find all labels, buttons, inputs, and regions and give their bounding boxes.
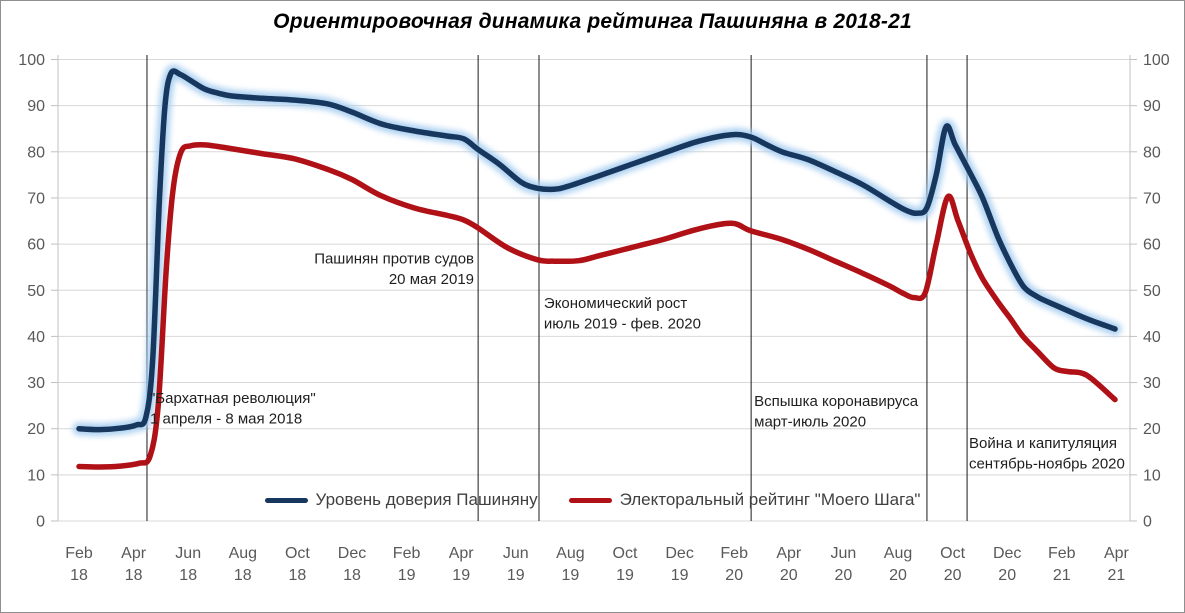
y-label-left-0: 0 [36,513,45,531]
x-label-month: Oct [612,545,638,562]
y-label-right-30: 30 [1143,375,1161,393]
annotation-5-line-1: Война и капитуляция [968,435,1117,453]
y-label-left-90: 90 [27,98,45,116]
x-label-year: 21 [1107,567,1126,584]
y-label-left-100: 100 [18,52,45,69]
y-label-right-20: 20 [1143,421,1161,439]
x-label-year: 20 [725,567,744,584]
y-label-left-50: 50 [27,282,45,300]
x-label-year: 18 [70,567,88,584]
legend-item-trust [265,490,538,510]
annotation-2-line-2: 20 мая 2019 [388,270,475,288]
x-label-month: Dec [665,545,694,562]
x-label-year: 18 [233,567,252,584]
x-label-month: Dec [992,545,1022,562]
y-label-right-70: 70 [1143,190,1161,208]
x-label-month: Apr [1103,545,1129,562]
y-label-left-80: 80 [27,144,45,162]
x-label-year: 20 [834,567,853,584]
data-series [79,71,1115,467]
x-label-year: 20 [889,567,907,584]
y-label-left-70: 70 [27,190,45,208]
chart-legend [1,490,1184,510]
legend-label-electoral: Электоральный рейтинг "Моего Шага" [619,490,921,509]
x-label-month: Feb [392,545,421,562]
x-label-month: Jun [830,545,857,562]
x-label-year: 18 [343,567,361,584]
x-label-year: 21 [1052,567,1071,584]
x-label-year: 19 [561,567,580,584]
y-axis-labels-right [1143,52,1170,531]
annotation-3-line-1: Экономический рост [543,295,688,313]
x-label-year: 19 [616,567,634,584]
x-label-month: Feb [1048,545,1076,562]
annotation-3-line-2: июль 2019 - фев. 2020 [543,315,702,333]
x-label-year: 19 [670,567,689,584]
trust-line-glow [79,71,1115,430]
y-label-right-40: 40 [1143,328,1161,346]
y-label-right-50: 50 [1143,282,1161,300]
x-label-month: Aug [883,545,913,562]
chart-title: Ориентировочная динамика рейтинга Пашиняна в 2018-21 [273,10,912,33]
x-label-year: 18 [179,567,198,584]
x-label-month: Apr [121,545,147,562]
rating-chart-canvas [1,1,1184,612]
x-label-year: 19 [452,567,471,584]
annotation-5-line-2: сентябрь-ноябрь 2020 [968,455,1125,473]
y-label-right-100: 100 [1143,52,1170,69]
x-axis-labels [65,545,1129,584]
x-label-month: Aug [228,545,258,562]
annotation-4-line-2: март-июль 2020 [754,413,867,431]
legend-item-electoral [569,490,921,510]
y-label-right-10: 10 [1143,467,1161,485]
annotation-2-line-1: Пашинян против судов [314,250,475,268]
x-label-month: Oct [284,545,310,562]
event-lines [147,55,967,521]
y-label-left-60: 60 [27,236,45,254]
x-label-year: 18 [288,567,307,584]
electoral-line-swatch [569,498,612,503]
annotation-4-line-1: Вспышка коронавируса [754,393,919,411]
x-label-month: Oct [940,545,966,562]
x-label-year: 20 [943,567,962,584]
x-label-month: Apr [448,545,474,562]
y-axis-labels-left [18,52,45,531]
x-label-year: 20 [779,567,798,584]
y-label-left-40: 40 [27,328,45,346]
y-label-right-0: 0 [1143,513,1152,531]
y-label-right-90: 90 [1143,98,1161,116]
legend-label-trust: Уровень доверия Пашиняну [315,490,538,509]
x-label-month: Jun [502,545,529,562]
x-label-month: Dec [337,545,367,562]
x-label-month: Aug [556,545,585,562]
x-label-month: Jun [175,545,202,562]
x-label-month: Feb [65,545,93,562]
annotation-1-line-2: 1 апреля - 8 мая 2018 [149,410,303,428]
annotations [150,250,1125,472]
y-label-right-60: 60 [1143,236,1161,254]
trust-line-swatch [265,498,308,503]
y-label-left-30: 30 [27,375,45,393]
x-label-year: 19 [506,567,525,584]
x-label-month: Feb [720,545,748,562]
x-label-year: 18 [124,567,143,584]
y-label-left-10: 10 [27,467,45,485]
x-label-year: 20 [998,567,1017,584]
x-label-month: Apr [776,545,802,562]
trust-level-line [79,71,1115,430]
y-label-right-80: 80 [1143,144,1161,162]
x-label-year: 19 [397,567,416,584]
annotation-1-line-1: "Бархатная революция" [149,390,316,408]
y-label-left-20: 20 [27,421,45,439]
